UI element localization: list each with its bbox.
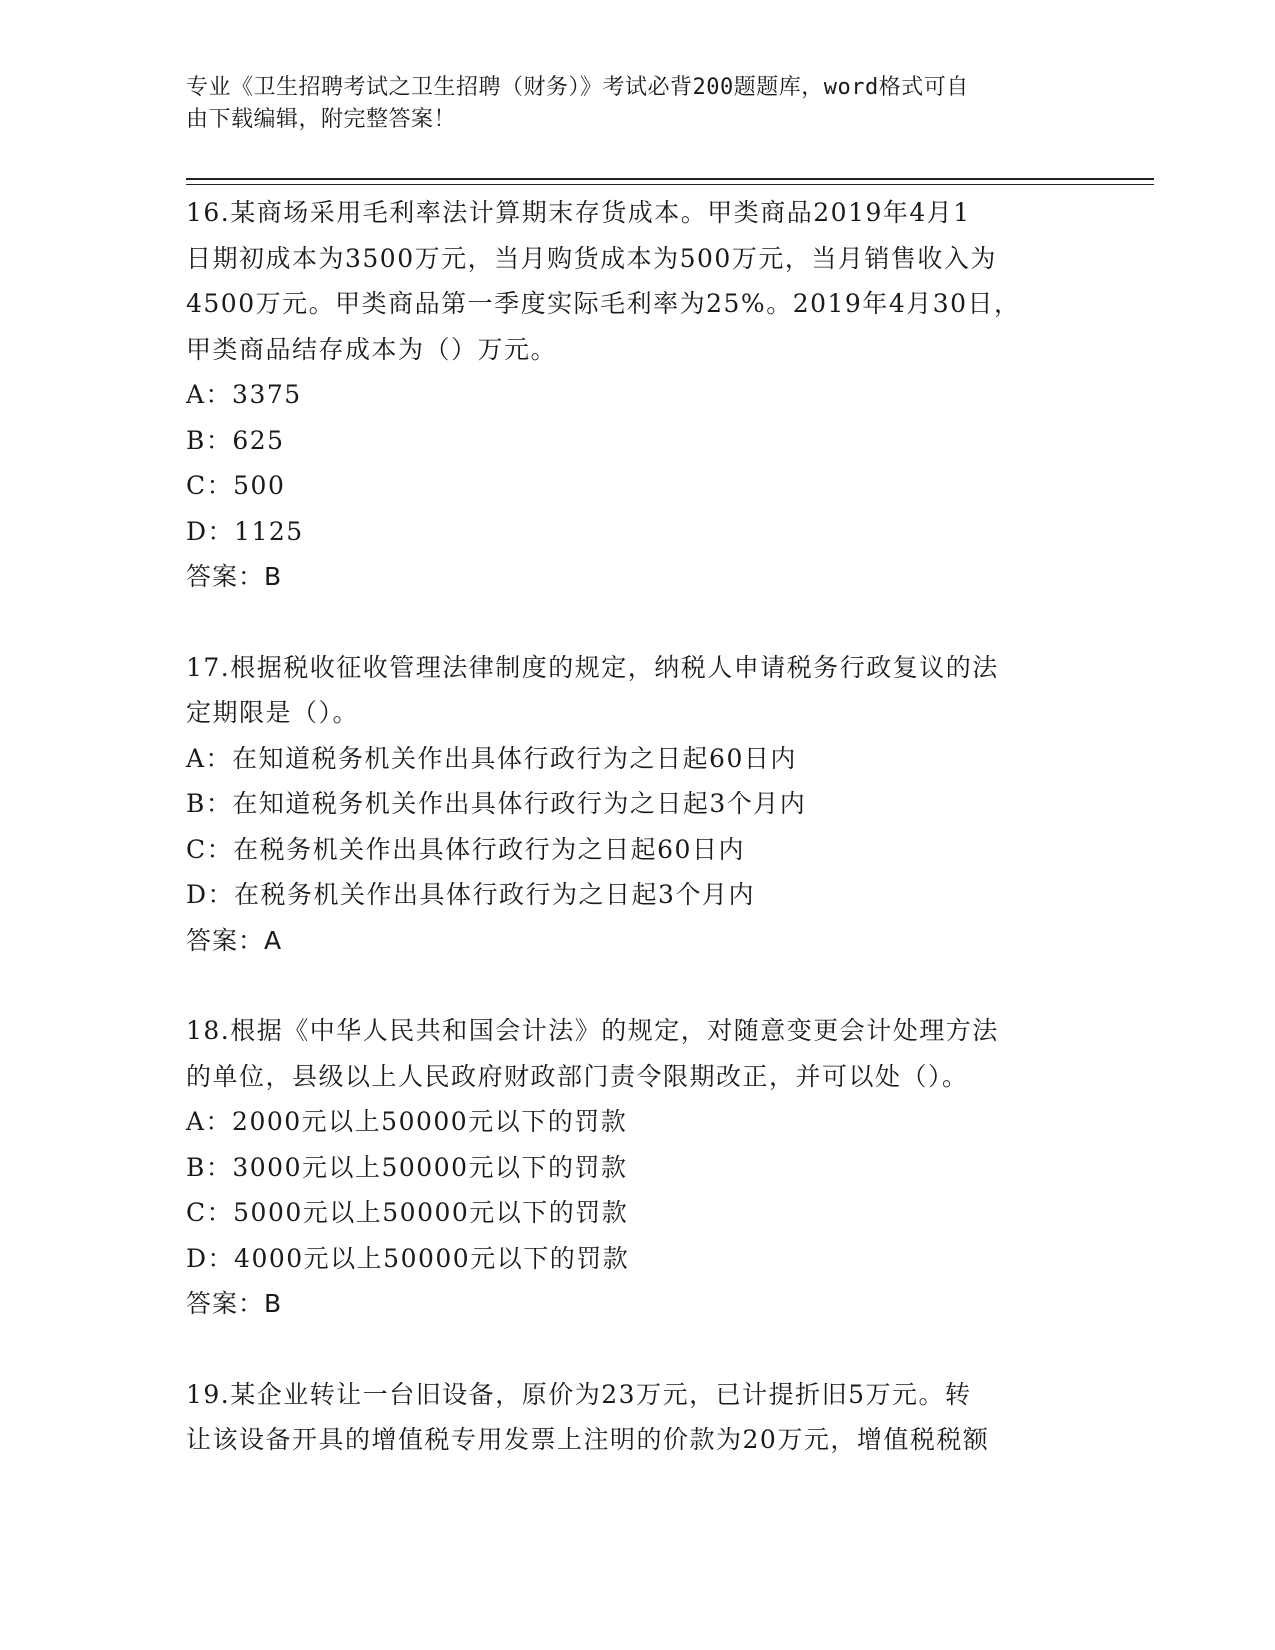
option-d: D：在税务机关作出具体行政行为之日起3个月内 [186,880,755,909]
document-header [186,72,1066,136]
question-stem-line: 19.某企业转让一台旧设备，原价为23万元，已计提折旧5万元。转 [186,1379,972,1409]
option-c: C：5000元以上50000元以下的罚款 [186,1198,629,1227]
option-b: B：625 [186,425,285,455]
question-stem-line: 定期限是（）。 [186,698,360,727]
option-d: D：1125 [186,516,304,546]
option-b: B：3000元以上50000元以下的罚款 [186,1152,628,1182]
question-stem-line: 让该设备开具的增值税专用发票上注明的价款为20万元，增值税税额 [186,1425,990,1454]
question-stem-line: 4500万元。甲类商品第一季度实际毛利率为25%。2019年4月30日， [186,289,1021,318]
question-17 [186,645,1086,964]
question-stem-line: 甲类商品结存成本为（）万元。 [186,334,558,364]
question-16 [186,190,1086,600]
option-b: B：在知道税务机关作出具体行政行为之日起3个月内 [186,789,807,818]
question-stem-line: 17.根据税收征收管理法律制度的规定，纳税人申请税务行政复议的法 [186,652,999,682]
header-divider-thick [186,178,1154,180]
option-c: C：在税务机关作出具体行政行为之日起60日内 [186,834,745,864]
question-stem-line: 的单位，县级以上人民政府财政部门责令限期改正，并可以处（）。 [186,1061,969,1091]
answer-line: 答案：B [186,1289,283,1318]
question-stem-line: 16.某商场采用毛利率法计算期末存货成本。甲类商品2019年4月1 [186,198,971,227]
question-18 [186,1008,1086,1327]
answer-line: 答案：B [186,562,283,591]
answer-line: 答案：A [186,925,283,955]
option-c: C：500 [186,471,286,500]
header-line: 专业《卫生招聘考试之卫生招聘（财务）》考试必背200题题库，word格式可自 [186,75,969,100]
question-stem-line: 18.根据《中华人民共和国会计法》的规定，对随意变更会计处理方法 [186,1016,999,1045]
question-list [186,190,1086,1508]
header-divider-thin [186,184,1154,185]
header-line: 由下载编辑，附完整答案！ [186,107,457,132]
option-a: A：3375 [186,380,302,409]
question-19 [186,1372,1086,1463]
option-d: D：4000元以上50000元以下的罚款 [186,1243,630,1273]
option-a: A：在知道税务机关作出具体行政行为之日起60日内 [186,743,797,773]
option-a: A：2000元以上50000元以下的罚款 [186,1107,628,1136]
question-stem-line: 日期初成本为3500万元，当月购货成本为500万元，当月销售收入为 [186,243,997,273]
